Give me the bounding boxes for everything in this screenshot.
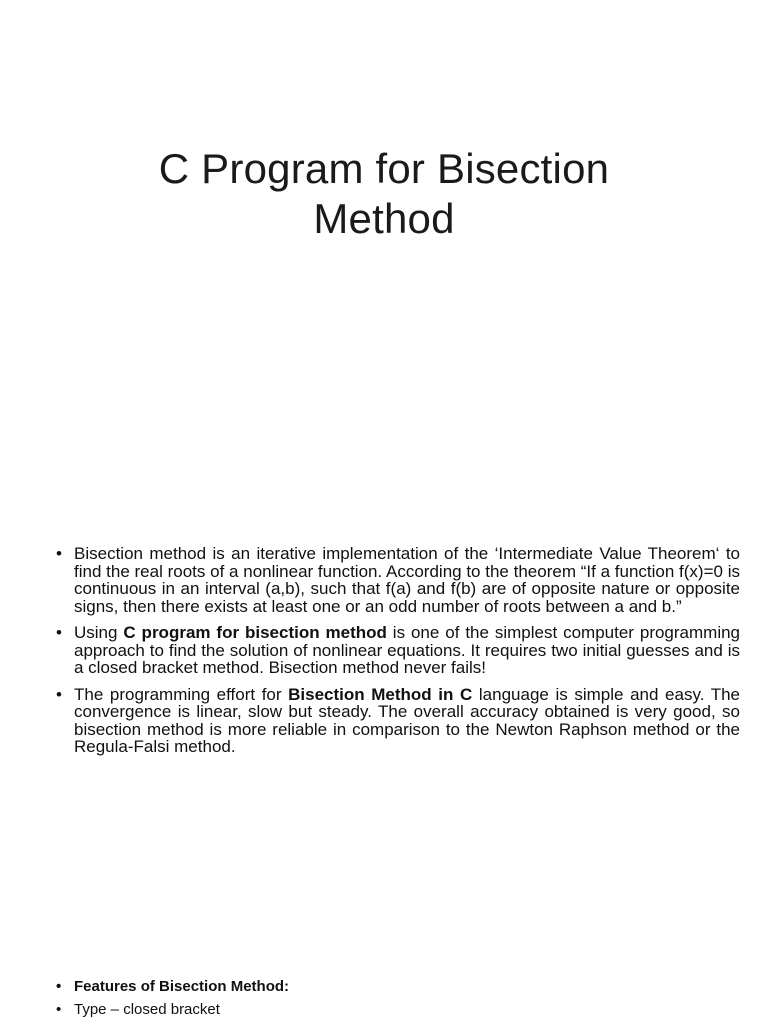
bullet-text-bold: Bisection Method in C xyxy=(288,684,473,704)
bullet-text-post: is one of the simplest computer programming approach to find the solution of nonlinear equations. It requires two initial guesses and is a closed bracket method. Bisection method never fails! xyxy=(74,623,741,677)
features-heading xyxy=(56,978,740,995)
bullet-dot-icon: • xyxy=(56,1001,62,1018)
bullet-dot-icon: • xyxy=(56,544,62,563)
slide-title-line-2: Method xyxy=(313,195,455,243)
bullet-item-programming-effort xyxy=(56,686,740,756)
features-heading-text: Features of Bisection Method: xyxy=(74,978,290,995)
bullet-text-post: language is simple and easy. The convergence is linear, slow but steady. The overall accuracy obtained is very good, so bisection method is more reliable in comparison to the Newton Raphson method or the Regula-Falsi method. xyxy=(74,684,741,756)
bullet-text-pre: Using xyxy=(74,623,124,642)
bullet-dot-icon: • xyxy=(56,684,62,704)
bullet-text: Bisection method is an iterative implementation of the ‘Intermediate Value Theorem‘ to find the real roots of a nonlinear function. According to the theorem “If a function f(x)=0 is continuous in an interval (a,b), such that f(a) and f(b) are of opposite nature or opposite signs, then there exists at least one or an odd number of roots between a and b.” xyxy=(74,544,740,616)
bullet-dot-icon: • xyxy=(56,978,62,995)
bullet-item-c-program xyxy=(56,624,740,677)
features-list xyxy=(56,978,740,1024)
bullet-dot-icon: • xyxy=(56,623,62,642)
bullet-list xyxy=(56,545,740,765)
bullet-text-pre: The programming effort for xyxy=(74,684,289,704)
features-item-type xyxy=(56,1001,740,1018)
bullet-text-bold: C program for bisection method xyxy=(123,623,387,642)
features-item-text: Type – closed bracket xyxy=(74,1001,220,1018)
slide-title-line-1: C Program for Bisection xyxy=(158,145,610,193)
bullet-item-intermediate-value xyxy=(56,545,740,615)
slide-title xyxy=(60,144,708,244)
